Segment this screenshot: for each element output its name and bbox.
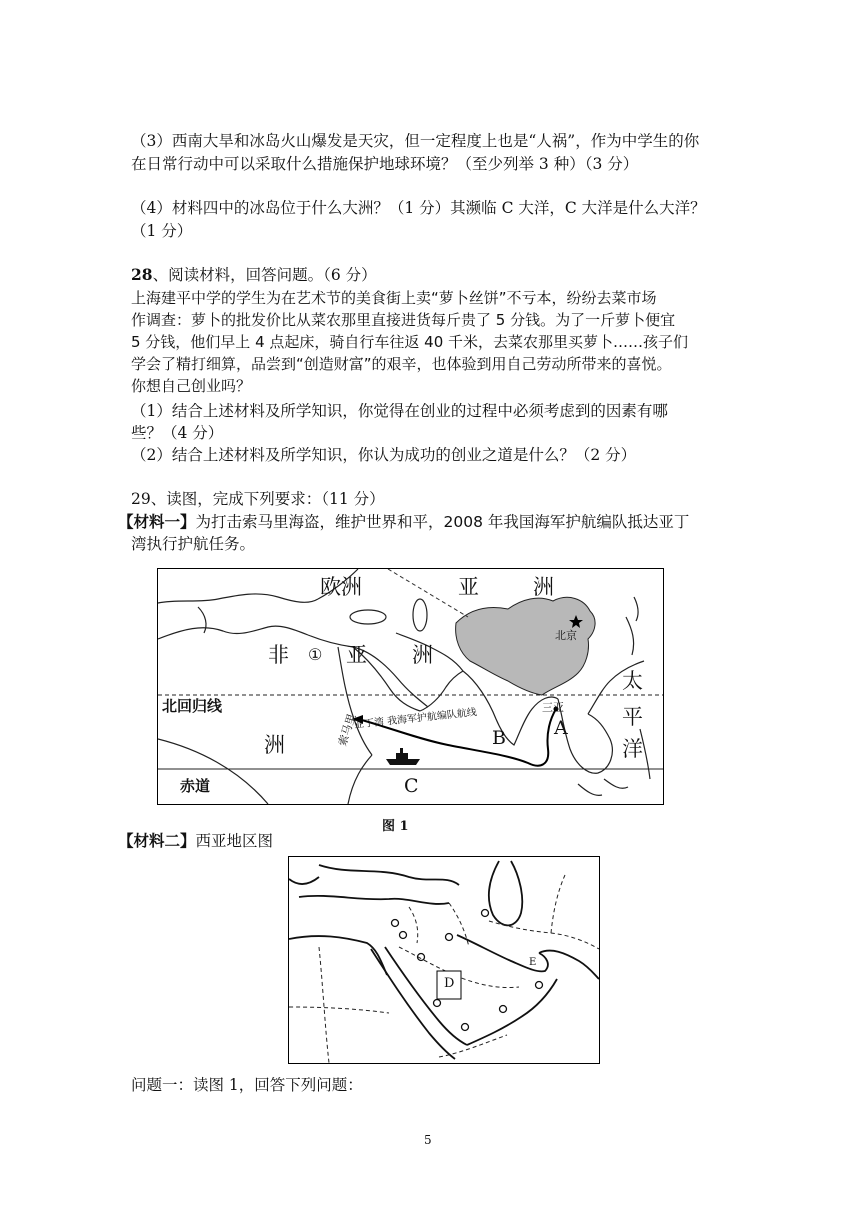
q29-material1 [118,511,689,533]
material2-tag: 【材料二】 [118,831,196,850]
city-marker [392,920,399,927]
page-number: 5 [424,1133,432,1147]
label-africa-zhou: 洲 [412,643,433,667]
material2-heading [118,830,273,852]
sumatra-island [578,784,602,795]
city-marker [536,982,543,989]
west-asia-map-svg [289,857,599,1063]
material1-line2: 湾执行护航任务。 [131,535,256,553]
red-sea-coast [308,635,428,707]
label-europe: 欧洲 [320,575,362,599]
q29-heading: 29、读图，完成下列要求：（11 分） [131,490,385,508]
label-B: B [492,727,506,749]
material2-title: 西亚地区图 [195,832,274,850]
label-pacific-ping: 平 [622,705,643,729]
city-marker [434,1000,441,1007]
city-marker [500,1006,507,1013]
q28-body-line-3: 5 分钱，他们早上 4 点起床，骑自行车往返 40 千米，去菜农那里买萝卜……孩子们 [131,333,689,351]
japan-islands [626,617,634,655]
q28-body-line-1: 上海建平中学的学生为在艺术节的美食街上卖“萝卜丝饼”不亏本，纷纷去菜市场 [131,289,657,307]
iberia-island [198,607,206,633]
northern-route-line [388,569,468,617]
label-C: C [404,775,419,797]
label-D: D [444,976,455,991]
balkan-coast [289,877,319,884]
city-marker [400,932,407,939]
europe-coast [158,594,318,603]
label-A: A [554,717,568,739]
material1-tag: 【材料一】 [118,512,196,531]
figure1-caption: 图 1 [382,819,409,834]
q28-heading-text: 、阅读材料，回答问题。（6 分） [152,266,377,284]
q28-heading [131,264,377,286]
border-7 [551,875,565,933]
west-asia-map [288,856,600,1064]
city-marker [462,1024,469,1031]
border-4 [449,903,469,947]
border-5 [409,907,418,943]
q28-number: 28 [131,265,153,284]
label-E: E [529,957,537,968]
label-sanya: 三亚 [542,701,564,714]
figure1-map [157,568,664,805]
city-marker [482,910,489,917]
caspian-sea [413,599,427,631]
label-asia-zhou: 洲 [533,575,554,599]
material1-line1: 为打击索马里海盗，维护世界和平，2008 年我国海军护航编队抵达亚丁 [195,513,690,531]
mediterranean-coast [158,626,308,639]
turkey-south-coast [299,896,449,904]
q28-question1-line2: 些？（4 分） [131,424,224,442]
question1-prompt: 问题一：读图 1，回答下列问题： [131,1076,363,1094]
label-africa-zhou2: 洲 [264,733,285,757]
q27-part4-line2: （1 分） [131,222,193,240]
q27-part4-line1: （4）材料四中的冰岛位于什么大洲？（1 分）其濒临 C 大洋，C 大洋是什么大洋？ [131,199,706,217]
arabia-south-coast [467,979,557,1045]
ship-icon [386,748,420,765]
label-africa-fei: 非 [268,643,289,667]
border-6 [489,921,599,949]
label-africa-ya: 亚 [346,643,367,667]
indonesia-islands [604,779,628,788]
q28-question2: （2）结合上述材料及所学知识，你认为成功的创业之道是什么？（2 分） [131,446,637,464]
caspian-sea [489,861,523,925]
label-beijing: 北京 [555,629,577,642]
mediterranean-coast [289,936,387,975]
label-equator: 赤道 [180,777,211,795]
q28-body-line-2: 作调查：萝卜的批发价比从菜农那里直接进货每斤贵了 5 分钱。为了一斤萝卜便宜 [131,311,676,329]
label-escort-route: 亚丁湾 我海军护航编队航线 [353,707,478,731]
label-pacific-tai: 太 [622,669,643,693]
china-shape [456,597,595,695]
border-1 [319,947,329,1063]
q27-part3-line2: 在日常行动中可以采取什么措施保护地球环境？（至少列举 3 种）（3 分） [131,155,639,173]
africa-west [158,739,268,804]
black-sea-coast [319,865,459,885]
figure1-map-svg [158,569,663,804]
q27-part3-line1: （3）西南大旱和冰岛火山爆发是天灾，但一定程度上也是“人祸”，作为中学生的你 [131,132,700,150]
city-marker [446,934,453,941]
label-tropic-of-cancer: 北回归线 [162,697,223,715]
label-somalia: 索马里 [335,712,359,748]
japan-north [634,597,638,621]
label-asia-ya: 亚 [458,575,479,599]
africa-east [348,755,372,804]
black-sea [350,610,386,624]
q28-body-line-5: 你想自己创业吗？ [131,377,252,395]
q28-question1-line1: （1）结合上述材料及所学知识，你觉得在创业的过程中必须考虑到的因素有哪 [131,402,668,420]
border-2 [289,1007,389,1013]
label-pacific-yang: 洋 [622,737,643,761]
q28-body-line-4: 学会了精打细算，品尝到“创造财富”的艰辛，也体验到用自己劳动所带来的喜悦。 [131,355,672,373]
label-circle-one: ① [308,645,323,664]
